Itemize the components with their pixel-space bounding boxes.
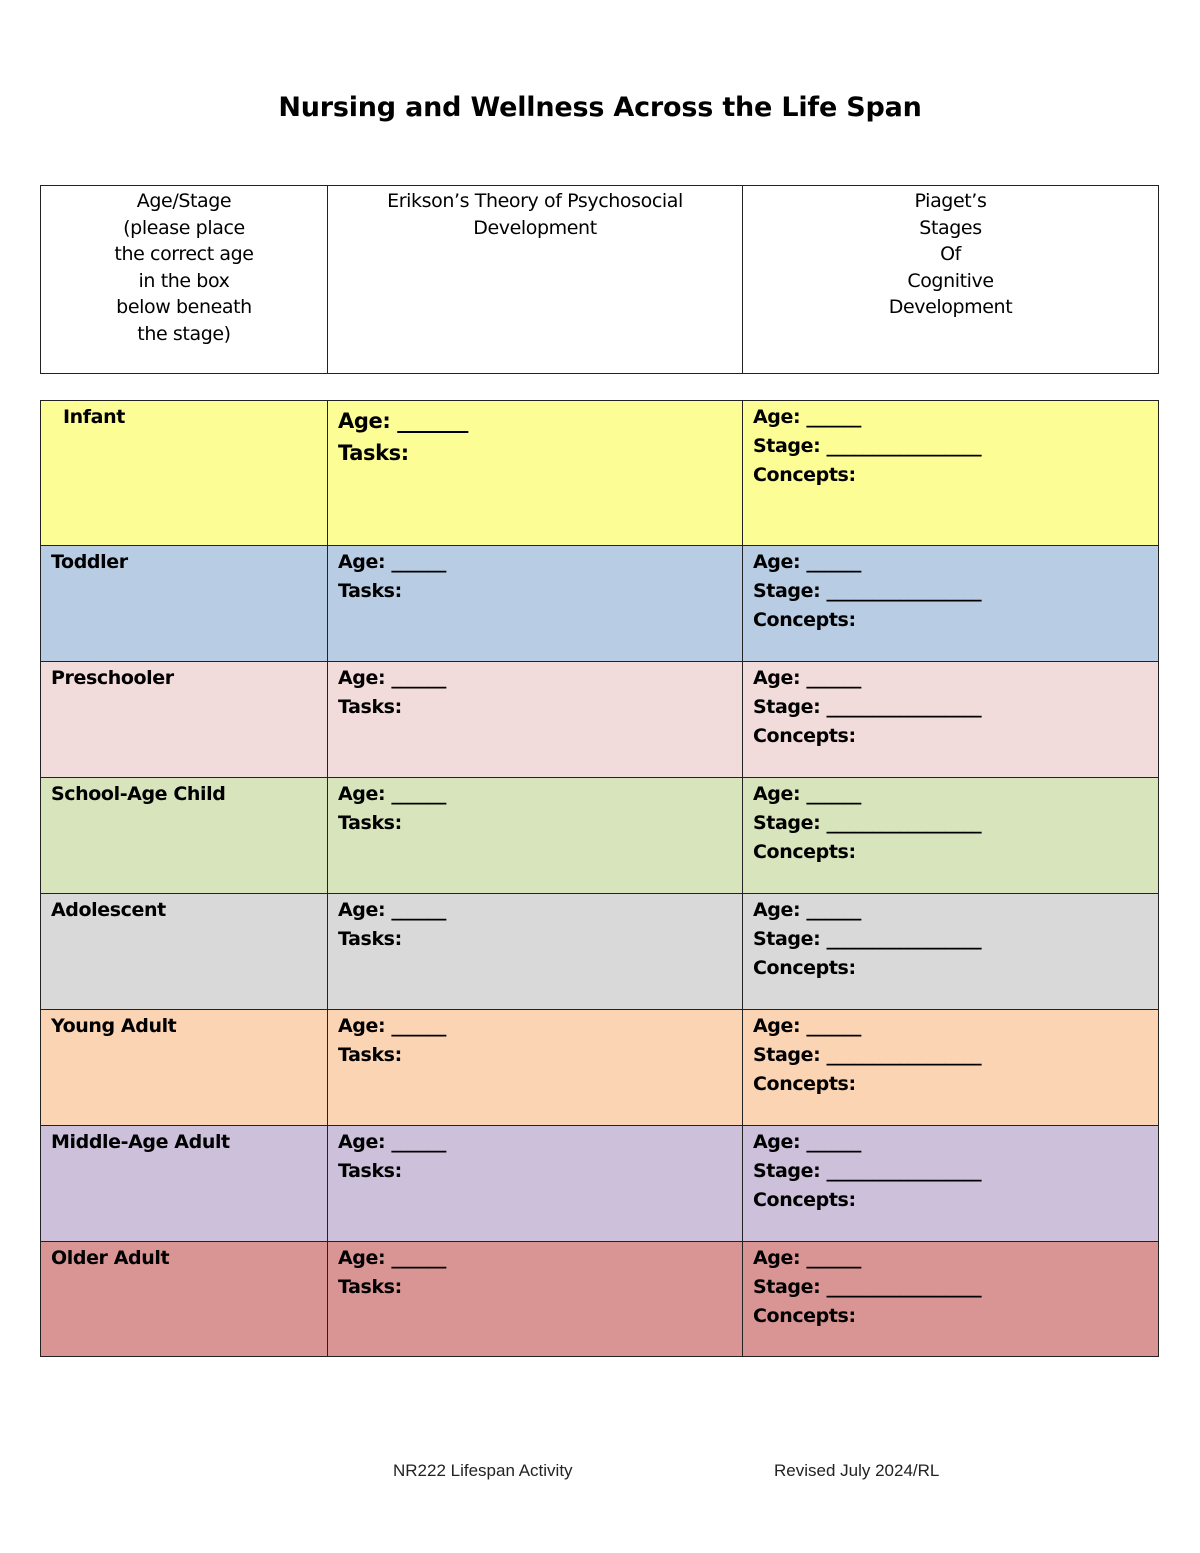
piaget-stage-field[interactable]: Stage: _________________ [753,1043,982,1066]
page-title: Nursing and Wellness Across the Life Span [278,92,922,123]
piaget-age-field[interactable]: Age: ______ [753,667,862,689]
piaget-cell[interactable] [743,1010,1159,1126]
age-stage-header [41,186,328,374]
stage-name: Toddler [51,551,128,573]
piaget-age-field[interactable]: Age: ______ [753,899,862,921]
piaget-cell[interactable] [743,778,1159,894]
stage-name-cell [41,1010,328,1126]
stage-row-older-adult [41,1242,1159,1357]
piaget-concepts-field[interactable]: Concepts: [753,1072,856,1095]
piaget-stage-field[interactable]: Stage: _________________ [753,579,982,602]
stage-row-young-adult [41,1010,1159,1126]
stage-name: School-Age Child [51,783,226,805]
stage-name: Adolescent [51,899,166,921]
erikson-age-field[interactable]: Age: ______ [338,1247,447,1269]
piaget-cell[interactable] [743,546,1159,662]
stage-name: Middle-Age Adult [51,1131,230,1153]
header-line: the stage) [137,322,231,345]
piaget-stage-field[interactable]: Stage: _________________ [753,695,982,718]
header-line: Of [940,243,961,265]
erikson-cell[interactable] [328,546,743,662]
stage-name-cell [41,1126,328,1242]
piaget-concepts-field[interactable]: Concepts: [753,608,856,631]
footer-revision-label: Revised July 2024/RL [774,1461,940,1480]
piaget-concepts-field[interactable]: Concepts: [753,956,856,979]
piaget-cell[interactable] [743,1126,1159,1242]
piaget-concepts-field[interactable]: Concepts: [753,463,856,486]
column-header-table [40,185,1159,374]
header-line: Cognitive [907,269,994,292]
erikson-tasks-field[interactable]: Tasks: [338,441,409,465]
stage-name-cell [41,778,328,894]
erikson-tasks-field[interactable]: Tasks: [338,1159,402,1182]
erikson-tasks-field[interactable]: Tasks: [338,695,402,718]
piaget-concepts-field[interactable]: Concepts: [753,1304,856,1327]
piaget-stage-field[interactable]: Stage: _________________ [753,811,982,834]
stage-row-infant [41,401,1159,546]
header-line: Development [888,296,1013,318]
piaget-stage-field[interactable]: Stage: _________________ [753,927,982,950]
erikson-age-field[interactable]: Age: ______ [338,783,447,805]
stage-name: Preschooler [51,667,174,689]
header-line: Stages [919,216,982,239]
stage-name-cell [41,401,328,546]
erikson-age-field[interactable]: Age: ______ [338,1131,447,1153]
piaget-cell[interactable] [743,894,1159,1010]
piaget-age-field[interactable]: Age: ______ [753,551,862,573]
piaget-stage-field[interactable]: Stage: _________________ [753,1275,982,1298]
erikson-cell[interactable] [328,778,743,894]
erikson-tasks-field[interactable]: Tasks: [338,579,402,602]
stage-name-cell [41,894,328,1010]
erikson-tasks-field[interactable]: Tasks: [338,927,402,950]
erikson-cell[interactable] [328,894,743,1010]
erikson-cell[interactable] [328,1126,743,1242]
erikson-cell[interactable] [328,401,743,546]
erikson-header [328,186,743,374]
footer-activity-label: NR222 Lifespan Activity [393,1461,573,1480]
erikson-age-field[interactable]: Age: ______ [338,667,447,689]
piaget-stage-field[interactable]: Stage: _________________ [753,1159,982,1182]
lifespan-stage-table [40,400,1159,1357]
erikson-age-field[interactable]: Age: ______ [338,1015,447,1037]
erikson-age-field[interactable]: Age: _______ [338,409,468,433]
piaget-age-field[interactable]: Age: ______ [753,1131,862,1153]
header-line: Development [473,216,597,239]
header-line: in the box [138,269,230,292]
piaget-header [743,186,1159,374]
piaget-cell[interactable] [743,401,1159,546]
piaget-age-field[interactable]: Age: ______ [753,1247,862,1269]
erikson-cell[interactable] [328,662,743,778]
erikson-cell[interactable] [328,1242,743,1357]
piaget-concepts-field[interactable]: Concepts: [753,840,856,863]
stage-name-cell [41,1242,328,1357]
stage-name: Infant [63,406,125,428]
stage-name: Older Adult [51,1247,170,1269]
piaget-cell[interactable] [743,662,1159,778]
header-line: (please place [123,216,245,239]
erikson-tasks-field[interactable]: Tasks: [338,811,402,834]
stage-row-preschooler [41,662,1159,778]
header-line: Piaget’s [914,190,987,212]
piaget-age-field[interactable]: Age: ______ [753,406,862,428]
stage-name-cell [41,546,328,662]
stage-row-adolescent [41,894,1159,1010]
erikson-tasks-field[interactable]: Tasks: [338,1275,402,1298]
stage-row-toddler [41,546,1159,662]
header-line: below beneath [116,296,252,318]
erikson-age-field[interactable]: Age: ______ [338,899,447,921]
piaget-stage-field[interactable]: Stage: _________________ [753,434,982,457]
erikson-age-field[interactable]: Age: ______ [338,551,447,573]
stage-name: Young Adult [51,1015,177,1037]
header-line: Age/Stage [136,190,232,212]
piaget-age-field[interactable]: Age: ______ [753,1015,862,1037]
piaget-concepts-field[interactable]: Concepts: [753,724,856,747]
piaget-age-field[interactable]: Age: ______ [753,783,862,805]
header-line: Erikson’s Theory of Psychosocial [387,190,683,212]
piaget-concepts-field[interactable]: Concepts: [753,1188,856,1211]
stage-row-school-age-child [41,778,1159,894]
erikson-cell[interactable] [328,1010,743,1126]
erikson-tasks-field[interactable]: Tasks: [338,1043,402,1066]
stage-row-middle-age-adult [41,1126,1159,1242]
header-line: the correct age [114,243,254,265]
piaget-cell[interactable] [743,1242,1159,1357]
stage-name-cell [41,662,328,778]
